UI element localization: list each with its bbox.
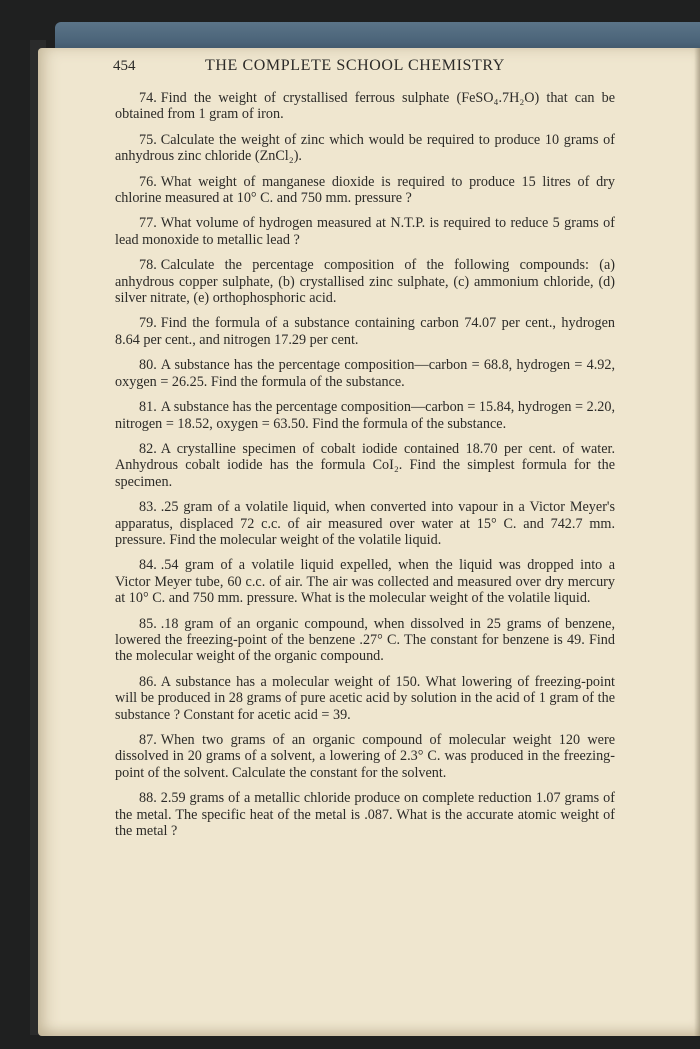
problem-number: 79.	[139, 315, 157, 332]
problem-text: Find the weight of crystallised ferrous sulphate (FeSO₄.7H₂O) that can be obtained from 1 gram of iron.	[115, 90, 615, 123]
problem-85	[115, 616, 615, 665]
problem-83	[115, 499, 615, 548]
problem-number: 80.	[139, 357, 157, 374]
problem-number: 74.	[139, 90, 157, 106]
page-number: 454	[113, 58, 136, 74]
problem-text: What weight of manganese dioxide is required to produce 15 litres of dry chlorine measured at 10° C. and 750 mm. pressure ?	[115, 173, 615, 207]
problem-text: A substance has the percentage composition—carbon = 15.84, hydrogen = 2.20, nitrogen = 18.52, oxygen = 63.50. Find the formula of the substance.	[115, 399, 615, 432]
problem-86	[115, 674, 615, 723]
problem-text: .18 gram of an organic compound, when dissolved in 25 grams of benzene, lowered the freezing-point of the benzene .27° C. The constant for benzene is 49. Find the molecular weight of the organic compound.	[115, 615, 615, 665]
problem-text: A crystalline specimen of cobalt iodide contained 18.70 per cent. of water. Anhydrous cobalt iodide has the formula CoI₂. Find the simplest formula for the specimen.	[115, 440, 615, 490]
problem-79	[115, 315, 615, 348]
problem-list	[115, 90, 615, 848]
problem-number: 87.	[139, 732, 157, 748]
problem-number: 84.	[139, 557, 157, 574]
problem-78	[115, 257, 615, 306]
problem-number: 85.	[139, 615, 157, 632]
page-header	[113, 58, 653, 82]
problem-number: 77.	[139, 215, 157, 232]
problem-text: Calculate the weight of zinc which would be required to produce 10 grams of anhydrous zinc chloride (ZnCl₂).	[115, 131, 615, 165]
problem-text: .25 gram of a volatile liquid, when converted into vapour in a Victor Meyer's apparatus, displaced 72 c.c. of air measured over water at 15° C. and 742.7 mm. pressure. Find the molecular weight of the volatile liquid.	[115, 499, 615, 548]
problem-text: Calculate the percentage composition of the following compounds: (a) anhydrous copper sulphate, (b) crystallised zinc sulphate, (c) ammonium chloride, (d) silver nitrate, (e) orthophosphoric acid.	[115, 257, 615, 307]
problem-74	[115, 90, 615, 123]
problem-81	[115, 399, 615, 432]
problem-text: 2.59 grams of a metallic chloride produce on complete reduction 1.07 grams of the metal. The specific heat of the metal is .087. What is the accurate atomic weight of the metal ?	[115, 790, 615, 840]
problem-number: 81.	[139, 399, 157, 416]
problem-text: When two grams of an organic compound of molecular weight 120 were dissolved in 20 grams of a solvent, a lowering of 2.3° C. was produced in the freezing-point of the solvent. Calculate the constant for the solvent.	[115, 732, 615, 781]
problem-88	[115, 790, 615, 839]
running-head: THE COMPLETE SCHOOL CHEMISTRY	[205, 57, 505, 74]
problem-75	[115, 132, 615, 165]
problem-text: .54 gram of a volatile liquid expelled, when the liquid was dropped into a Victor Meyer tube, 60 c.c. of air. The air was collected and measured over dry mercury at 10° C. and 750 mm. pressure. What is the molecular weight of the volatile liquid.	[115, 557, 615, 607]
problem-76	[115, 174, 615, 207]
page-edge-shadow	[694, 48, 700, 1036]
problem-text: A substance has a molecular weight of 150. What lowering of freezing-point will be produced in 28 grams of pure acetic acid by solution in the acid of 1 gram of the substance ? Constant for acetic acid = 39.	[115, 673, 615, 723]
problem-text: Find the formula of a substance containing carbon 74.07 per cent., hydrogen 8.64 per cent., and nitrogen 17.29 per cent.	[115, 315, 615, 348]
problem-text: What volume of hydrogen measured at N.T.P. is required to reduce 5 grams of lead monoxide to metallic lead ?	[115, 215, 615, 248]
problem-number: 76.	[139, 173, 157, 190]
problem-text: A substance has the percentage composition—carbon = 68.8, hydrogen = 4.92, oxygen = 26.25. Find the formula of the substance.	[115, 357, 615, 390]
problem-number: 83.	[139, 499, 157, 516]
problem-77	[115, 215, 615, 248]
problem-number: 82.	[139, 440, 157, 457]
problem-number: 78.	[139, 257, 157, 274]
problem-number: 86.	[139, 673, 157, 690]
problem-number: 88.	[139, 790, 157, 807]
problem-87	[115, 732, 615, 781]
problem-84	[115, 557, 615, 606]
problem-82	[115, 441, 615, 490]
problem-80	[115, 357, 615, 390]
problem-number: 75.	[139, 131, 157, 148]
